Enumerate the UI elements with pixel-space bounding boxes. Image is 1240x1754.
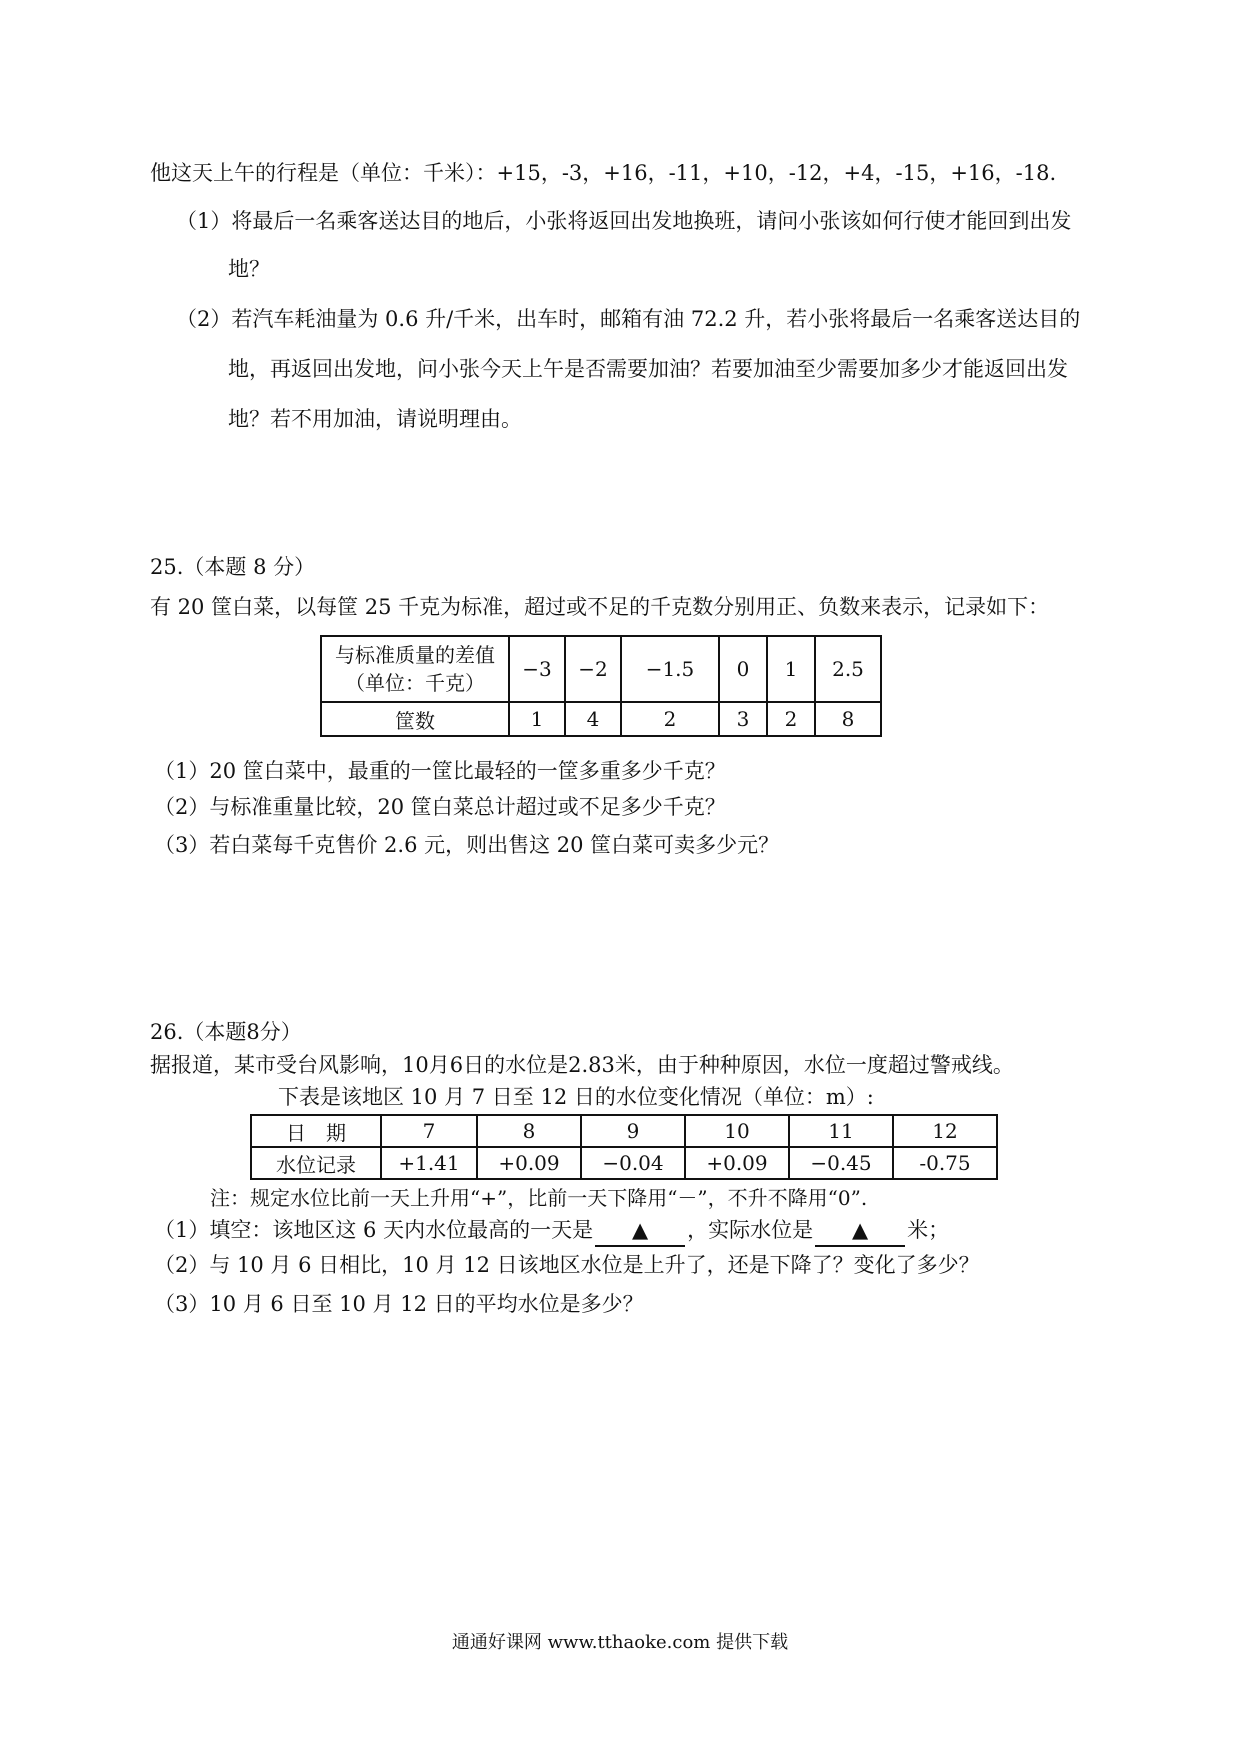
table-cell: +1.41 xyxy=(381,1147,477,1179)
table-cell: 7 xyxy=(381,1115,477,1147)
q26-note: 注：规定水位比前一天上升用“+”，比前一天下降用“－”，不升不降用“0”. xyxy=(210,1186,868,1210)
table-cell: 3 xyxy=(719,702,767,736)
q25-question1: （1）20 筐白菜中，最重的一筐比最轻的一筐多重多少千克？ xyxy=(154,759,726,783)
q26-water-level-table xyxy=(250,1114,998,1180)
table-cell: 1 xyxy=(767,636,815,702)
answer-blank-day: ▲ xyxy=(595,1215,685,1247)
q24-part2-line2: 地，再返回出发地，问小张今天上午是否需要加油？若要加油至少需要加多少才能返回出发 xyxy=(228,357,1068,381)
table-cell: +0.09 xyxy=(685,1147,789,1179)
q26-q1-text-mid: ，实际水位是 xyxy=(687,1218,814,1242)
table-cell: −0.04 xyxy=(581,1147,685,1179)
table-cell: −3 xyxy=(509,636,565,702)
q24-part1-line1: （1）将最后一名乘客送达目的地后，小张将返回出发地换班，请问小张该如何行使才能回到出发 xyxy=(176,209,1072,233)
table-cell: −0.45 xyxy=(789,1147,893,1179)
q24-trip-line: 他这天上午的行程是（单位：千米）：+15，-3，+16，-11，+10，-12，+4，-15，+16，-18. xyxy=(150,161,1057,185)
table-cell: 9 xyxy=(581,1115,685,1147)
table-cell: -0.75 xyxy=(893,1147,997,1179)
q26-heading: 26.（本题8分） xyxy=(150,1020,302,1044)
table-cell: 4 xyxy=(565,702,621,736)
page-footer: 通通好课网 www.tthaoke.com 提供下载 xyxy=(451,1632,789,1653)
table-cell: 2.5 xyxy=(815,636,881,702)
q24-part2-line1: （2）若汽车耗油量为 0.6 升/千米，出车时，邮箱有油 72.2 升，若小张将最后一名乘客送达目的 xyxy=(176,307,1081,331)
table-row xyxy=(251,1115,997,1147)
table-header-cell: 水位记录 xyxy=(251,1147,381,1179)
q26-q1-text-end: 米； xyxy=(907,1218,950,1242)
table-cell: −1.5 xyxy=(621,636,719,702)
table-cell: 2 xyxy=(767,702,815,736)
q25-heading: 25.（本题 8 分） xyxy=(150,555,316,579)
q24-part2-line3: 地？若不用加油，请说明理由。 xyxy=(228,407,522,431)
q25-question3: （3）若白菜每千克售价 2.6 元，则出售这 20 筐白菜可卖多少元？ xyxy=(154,833,780,857)
table-cell: 2 xyxy=(621,702,719,736)
table-row xyxy=(251,1147,997,1179)
table-cell: 12 xyxy=(893,1115,997,1147)
table-header-cell: 筐数 xyxy=(321,702,509,736)
q25-cabbage-table xyxy=(320,635,882,737)
q26-table-caption: 下表是该地区 10 月 7 日至 12 日的水位变化情况（单位：m）: xyxy=(278,1085,874,1109)
q24-part1-line2: 地？ xyxy=(228,257,270,281)
q25-intro: 有 20 筐白菜，以每筐 25 千克为标准，超过或不足的千克数分别用正、负数来表示，记录如下： xyxy=(150,595,1050,619)
table-row xyxy=(321,636,881,702)
table-cell: −2 xyxy=(565,636,621,702)
header-text-line1: 与标准质量的差值 xyxy=(335,643,495,667)
header-text-line2: （单位：千克） xyxy=(345,671,485,695)
q26-q1-text-start: （1）填空：该地区这 6 天内水位最高的一天是 xyxy=(154,1218,594,1242)
table-cell: 8 xyxy=(815,702,881,736)
table-header-cell xyxy=(321,636,509,702)
table-cell: 8 xyxy=(477,1115,581,1147)
table-cell: 1 xyxy=(509,702,565,736)
q26-question3: （3）10 月 6 日至 10 月 12 日的平均水位是多少？ xyxy=(154,1292,644,1316)
table-cell: 10 xyxy=(685,1115,789,1147)
table-row xyxy=(321,702,881,736)
table-cell: +0.09 xyxy=(477,1147,581,1179)
q25-question2: （2）与标准重量比较，20 筐白菜总计超过或不足多少千克？ xyxy=(154,795,726,819)
table-cell: 11 xyxy=(789,1115,893,1147)
answer-blank-level: ▲ xyxy=(815,1215,905,1247)
q26-question2: （2）与 10 月 6 日相比，10 月 12 日该地区水位是上升了，还是下降了？变化了多少？ xyxy=(154,1253,980,1277)
table-cell: 0 xyxy=(719,636,767,702)
q26-question1 xyxy=(154,1215,949,1247)
q26-intro: 据报道，某市受台风影响，10月6日的水位是2.83米，由于种种原因，水位一度超过警戒线。 xyxy=(150,1053,1014,1077)
table-header-cell: 日 期 xyxy=(251,1115,381,1147)
